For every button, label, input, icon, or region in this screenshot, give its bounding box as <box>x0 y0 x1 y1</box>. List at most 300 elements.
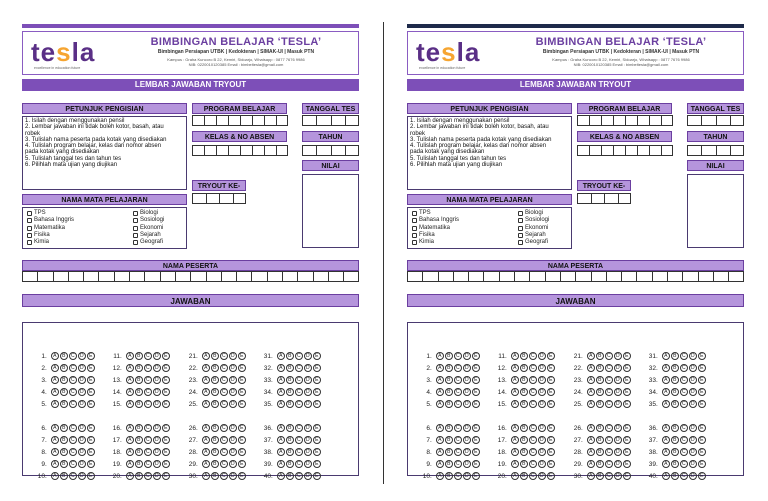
input-cell[interactable] <box>716 145 730 156</box>
answer-bubble[interactable]: A <box>511 352 519 360</box>
answer-bubble[interactable]: C <box>295 364 303 372</box>
answer-bubble[interactable]: A <box>436 472 444 480</box>
answer-bubble[interactable]: E <box>472 436 480 444</box>
answer-bubble[interactable]: B <box>211 460 219 468</box>
answer-bubble[interactable]: E <box>313 436 321 444</box>
answer-bubble[interactable]: A <box>662 364 670 372</box>
answer-bubble[interactable]: A <box>511 364 519 372</box>
answer-bubble[interactable]: D <box>78 352 86 360</box>
answer-bubble[interactable]: C <box>295 424 303 432</box>
input-cell[interactable] <box>728 271 743 282</box>
input-cell[interactable] <box>240 145 252 156</box>
input-cell[interactable] <box>606 271 621 282</box>
answer-bubble[interactable]: A <box>277 472 285 480</box>
answer-bubble[interactable]: D <box>463 400 471 408</box>
answer-bubble[interactable]: E <box>87 472 95 480</box>
answer-bubble[interactable]: B <box>445 424 453 432</box>
input-cell[interactable] <box>343 271 358 282</box>
answer-bubble[interactable]: D <box>78 436 86 444</box>
answer-bubble[interactable]: B <box>445 448 453 456</box>
answer-bubble[interactable]: B <box>211 364 219 372</box>
answer-bubble[interactable]: C <box>680 436 688 444</box>
answer-bubble[interactable]: A <box>51 448 59 456</box>
answer-bubble[interactable]: B <box>135 352 143 360</box>
checkbox-icon[interactable] <box>133 218 138 223</box>
input-cell[interactable] <box>192 193 206 204</box>
answer-bubble[interactable]: A <box>511 472 519 480</box>
answer-bubble[interactable]: D <box>463 376 471 384</box>
answer-bubble[interactable]: C <box>220 376 228 384</box>
answer-bubble[interactable]: E <box>162 424 170 432</box>
nama-peserta-cells[interactable] <box>407 271 744 282</box>
answer-bubble[interactable]: E <box>698 472 706 480</box>
answer-bubble[interactable]: A <box>436 352 444 360</box>
answer-bubble[interactable]: D <box>614 400 622 408</box>
input-cell[interactable] <box>698 271 713 282</box>
answer-bubble[interactable]: E <box>162 376 170 384</box>
answer-bubble[interactable]: E <box>313 364 321 372</box>
answer-bubble[interactable]: A <box>51 400 59 408</box>
input-cell[interactable] <box>267 271 282 282</box>
answer-bubble[interactable]: E <box>547 352 555 360</box>
answer-bubble[interactable]: E <box>313 472 321 480</box>
input-cell[interactable] <box>636 271 651 282</box>
checkbox-icon[interactable] <box>27 211 32 216</box>
answer-bubble[interactable]: B <box>286 436 294 444</box>
answer-bubble[interactable]: D <box>614 364 622 372</box>
input-cell[interactable] <box>601 115 613 126</box>
answer-bubble[interactable]: C <box>144 376 152 384</box>
checkbox-icon[interactable] <box>412 240 417 245</box>
answer-bubble[interactable]: B <box>135 388 143 396</box>
answer-bubble[interactable]: A <box>587 472 595 480</box>
answer-bubble[interactable]: C <box>295 400 303 408</box>
answer-bubble[interactable]: D <box>153 364 161 372</box>
answer-bubble[interactable]: A <box>662 436 670 444</box>
answer-bubble[interactable]: A <box>662 376 670 384</box>
answer-bubble[interactable]: E <box>87 376 95 384</box>
tanggal-tes-cells[interactable] <box>302 115 359 126</box>
answer-bubble[interactable]: C <box>529 460 537 468</box>
answer-bubble[interactable]: A <box>436 436 444 444</box>
answer-bubble[interactable]: B <box>60 400 68 408</box>
subject-option[interactable] <box>412 232 459 239</box>
subject-option[interactable] <box>518 239 549 246</box>
answer-bubble[interactable]: B <box>520 376 528 384</box>
answer-bubble[interactable]: C <box>295 460 303 468</box>
answer-bubble[interactable]: D <box>614 388 622 396</box>
subject-option[interactable] <box>518 210 549 217</box>
answer-bubble[interactable]: A <box>277 424 285 432</box>
answer-bubble[interactable]: A <box>202 436 210 444</box>
answer-bubble[interactable]: C <box>69 388 77 396</box>
answer-bubble[interactable]: C <box>220 472 228 480</box>
answer-bubble[interactable]: A <box>51 364 59 372</box>
answer-bubble[interactable]: C <box>680 448 688 456</box>
answer-bubble[interactable]: C <box>529 400 537 408</box>
tahun-cells[interactable] <box>302 145 359 156</box>
answer-bubble[interactable]: A <box>126 364 134 372</box>
tanggal-tes-cells[interactable] <box>687 115 744 126</box>
input-cell[interactable] <box>591 193 605 204</box>
answer-bubble[interactable]: E <box>238 460 246 468</box>
answer-bubble[interactable]: B <box>671 376 679 384</box>
answer-bubble[interactable]: B <box>286 424 294 432</box>
answer-bubble[interactable]: E <box>238 424 246 432</box>
input-cell[interactable] <box>302 115 316 126</box>
input-cell[interactable] <box>302 145 316 156</box>
checkbox-icon[interactable] <box>27 226 32 231</box>
input-cell[interactable] <box>649 115 661 126</box>
answer-bubble[interactable]: D <box>304 376 312 384</box>
answer-bubble[interactable]: A <box>277 388 285 396</box>
answer-bubble[interactable]: B <box>671 436 679 444</box>
answer-bubble[interactable]: D <box>614 352 622 360</box>
answer-bubble[interactable]: B <box>60 376 68 384</box>
answer-bubble[interactable]: C <box>69 400 77 408</box>
input-cell[interactable] <box>591 271 606 282</box>
answer-bubble[interactable]: D <box>538 364 546 372</box>
answer-bubble[interactable]: C <box>529 376 537 384</box>
answer-bubble[interactable]: E <box>238 472 246 480</box>
input-cell[interactable] <box>206 271 221 282</box>
subject-option[interactable] <box>133 210 164 217</box>
input-cell[interactable] <box>282 271 297 282</box>
answer-bubble[interactable]: D <box>538 448 546 456</box>
subject-option[interactable] <box>27 210 74 217</box>
answer-bubble[interactable]: B <box>596 472 604 480</box>
answer-bubble[interactable]: C <box>454 364 462 372</box>
checkbox-icon[interactable] <box>133 211 138 216</box>
answer-bubble[interactable]: B <box>445 400 453 408</box>
answer-bubble[interactable]: B <box>60 448 68 456</box>
answer-bubble[interactable]: A <box>277 376 285 384</box>
answer-bubble[interactable]: A <box>51 436 59 444</box>
answer-bubble[interactable]: B <box>596 436 604 444</box>
answer-bubble[interactable]: B <box>671 364 679 372</box>
input-cell[interactable] <box>22 271 37 282</box>
input-cell[interactable] <box>661 145 673 156</box>
checkbox-icon[interactable] <box>412 211 417 216</box>
checkbox-icon[interactable] <box>518 218 523 223</box>
answer-bubble[interactable]: C <box>220 448 228 456</box>
answer-bubble[interactable]: B <box>596 352 604 360</box>
answer-bubble[interactable]: E <box>472 400 480 408</box>
answer-bubble[interactable]: A <box>277 364 285 372</box>
answer-bubble[interactable]: C <box>529 448 537 456</box>
input-cell[interactable] <box>730 145 744 156</box>
answer-bubble[interactable]: A <box>587 436 595 444</box>
input-cell[interactable] <box>560 271 575 282</box>
answer-bubble[interactable]: B <box>445 460 453 468</box>
answer-bubble[interactable]: E <box>698 376 706 384</box>
tryout-ke-cells[interactable] <box>192 193 246 204</box>
answer-bubble[interactable]: A <box>662 424 670 432</box>
answer-bubble[interactable]: C <box>529 352 537 360</box>
subject-option[interactable] <box>518 232 549 239</box>
answer-bubble[interactable]: D <box>304 460 312 468</box>
answer-bubble[interactable]: D <box>463 448 471 456</box>
answer-bubble[interactable]: D <box>304 424 312 432</box>
answer-bubble[interactable]: E <box>313 388 321 396</box>
answer-bubble[interactable]: E <box>162 364 170 372</box>
answer-bubble[interactable]: E <box>623 448 631 456</box>
input-cell[interactable] <box>264 145 276 156</box>
input-cell[interactable] <box>730 115 744 126</box>
answer-bubble[interactable]: A <box>511 424 519 432</box>
answer-bubble[interactable]: B <box>671 400 679 408</box>
answer-bubble[interactable]: E <box>87 424 95 432</box>
input-cell[interactable] <box>545 271 560 282</box>
answer-bubble[interactable]: C <box>454 400 462 408</box>
input-cell[interactable] <box>514 271 529 282</box>
answer-bubble[interactable]: D <box>614 448 622 456</box>
input-cell[interactable] <box>219 193 233 204</box>
answer-bubble[interactable]: B <box>671 424 679 432</box>
answer-bubble[interactable]: D <box>463 460 471 468</box>
answer-bubble[interactable]: C <box>220 388 228 396</box>
input-cell[interactable] <box>276 145 288 156</box>
answer-bubble[interactable]: A <box>202 352 210 360</box>
answer-bubble[interactable]: E <box>238 436 246 444</box>
checkbox-icon[interactable] <box>27 218 32 223</box>
answer-bubble[interactable]: D <box>78 388 86 396</box>
answer-bubble[interactable]: D <box>153 436 161 444</box>
subject-option[interactable] <box>518 217 549 224</box>
input-cell[interactable] <box>577 115 589 126</box>
answer-bubble[interactable]: E <box>87 460 95 468</box>
answer-bubble[interactable]: C <box>144 364 152 372</box>
answer-bubble[interactable]: B <box>286 352 294 360</box>
answer-bubble[interactable]: D <box>614 460 622 468</box>
input-cell[interactable] <box>328 271 343 282</box>
answer-bubble[interactable]: E <box>547 388 555 396</box>
answer-bubble[interactable]: B <box>445 364 453 372</box>
input-cell[interactable] <box>575 271 590 282</box>
answer-bubble[interactable]: C <box>680 388 688 396</box>
answer-bubble[interactable]: C <box>680 352 688 360</box>
answer-bubble[interactable]: C <box>295 352 303 360</box>
answer-bubble[interactable]: E <box>547 376 555 384</box>
answer-bubble[interactable]: D <box>304 388 312 396</box>
answer-bubble[interactable]: B <box>211 388 219 396</box>
input-cell[interactable] <box>331 145 345 156</box>
answer-bubble[interactable]: B <box>520 364 528 372</box>
input-cell[interactable] <box>160 271 175 282</box>
answer-bubble[interactable]: B <box>596 460 604 468</box>
answer-bubble[interactable]: D <box>463 352 471 360</box>
answer-bubble[interactable]: A <box>277 448 285 456</box>
answer-bubble[interactable]: A <box>126 352 134 360</box>
answer-bubble[interactable]: D <box>304 436 312 444</box>
answer-bubble[interactable]: A <box>202 376 210 384</box>
subject-option[interactable] <box>27 225 74 232</box>
answer-bubble[interactable]: E <box>162 352 170 360</box>
subject-option[interactable] <box>133 239 164 246</box>
answer-bubble[interactable]: C <box>605 424 613 432</box>
input-cell[interactable] <box>499 271 514 282</box>
answer-bubble[interactable]: B <box>60 388 68 396</box>
answer-bubble[interactable]: D <box>153 388 161 396</box>
answer-bubble[interactable]: C <box>220 352 228 360</box>
input-cell[interactable] <box>316 145 330 156</box>
answer-bubble[interactable]: C <box>605 436 613 444</box>
answer-bubble[interactable]: A <box>662 352 670 360</box>
answer-bubble[interactable]: A <box>51 472 59 480</box>
answer-bubble[interactable]: B <box>60 364 68 372</box>
answer-bubble[interactable]: A <box>126 400 134 408</box>
input-cell[interactable] <box>129 271 144 282</box>
answer-bubble[interactable]: A <box>51 460 59 468</box>
answer-bubble[interactable]: D <box>304 364 312 372</box>
answer-bubble[interactable]: E <box>623 364 631 372</box>
answer-bubble[interactable]: C <box>295 448 303 456</box>
answer-bubble[interactable]: B <box>60 472 68 480</box>
input-cell[interactable] <box>144 271 159 282</box>
answer-bubble[interactable]: E <box>162 436 170 444</box>
answer-bubble[interactable]: B <box>135 376 143 384</box>
program-belajar-cells[interactable] <box>577 115 673 126</box>
answer-bubble[interactable]: A <box>587 460 595 468</box>
input-cell[interactable] <box>716 115 730 126</box>
answer-bubble[interactable]: E <box>162 400 170 408</box>
answer-bubble[interactable]: E <box>472 448 480 456</box>
answer-bubble[interactable]: D <box>78 460 86 468</box>
answer-bubble[interactable]: D <box>689 460 697 468</box>
answer-bubble[interactable]: B <box>286 364 294 372</box>
input-cell[interactable] <box>276 115 288 126</box>
answer-bubble[interactable]: E <box>698 436 706 444</box>
answer-bubble[interactable]: E <box>547 448 555 456</box>
subject-option[interactable] <box>133 232 164 239</box>
answer-bubble[interactable]: A <box>436 400 444 408</box>
answer-bubble[interactable]: C <box>454 436 462 444</box>
answer-bubble[interactable]: A <box>51 424 59 432</box>
input-cell[interactable] <box>701 145 715 156</box>
answer-bubble[interactable]: D <box>229 448 237 456</box>
answer-bubble[interactable]: E <box>623 400 631 408</box>
answer-bubble[interactable]: A <box>587 448 595 456</box>
answer-bubble[interactable]: A <box>436 364 444 372</box>
answer-bubble[interactable]: D <box>614 424 622 432</box>
answer-bubble[interactable]: B <box>286 448 294 456</box>
answer-bubble[interactable]: C <box>69 376 77 384</box>
input-cell[interactable] <box>589 115 601 126</box>
answer-bubble[interactable]: B <box>211 424 219 432</box>
input-cell[interactable] <box>313 271 328 282</box>
answer-bubble[interactable]: A <box>662 472 670 480</box>
checkbox-icon[interactable] <box>27 233 32 238</box>
answer-bubble[interactable]: C <box>680 460 688 468</box>
answer-bubble[interactable]: C <box>454 448 462 456</box>
answer-bubble[interactable]: B <box>135 436 143 444</box>
answer-bubble[interactable]: E <box>313 424 321 432</box>
answer-bubble[interactable]: A <box>51 376 59 384</box>
input-cell[interactable] <box>618 193 632 204</box>
answer-bubble[interactable]: A <box>126 388 134 396</box>
answer-bubble[interactable]: C <box>454 352 462 360</box>
answer-bubble[interactable]: D <box>229 436 237 444</box>
answer-bubble[interactable]: E <box>547 364 555 372</box>
input-cell[interactable] <box>529 271 544 282</box>
answer-bubble[interactable]: E <box>547 400 555 408</box>
input-cell[interactable] <box>649 145 661 156</box>
input-cell[interactable] <box>98 271 113 282</box>
answer-bubble[interactable]: E <box>472 472 480 480</box>
input-cell[interactable] <box>682 271 697 282</box>
answer-bubble[interactable]: A <box>51 352 59 360</box>
answer-bubble[interactable]: E <box>698 460 706 468</box>
input-cell[interactable] <box>713 271 728 282</box>
answer-bubble[interactable]: B <box>135 472 143 480</box>
answer-bubble[interactable]: B <box>60 424 68 432</box>
answer-bubble[interactable]: D <box>229 400 237 408</box>
answer-bubble[interactable]: D <box>153 352 161 360</box>
input-cell[interactable] <box>407 271 422 282</box>
answer-bubble[interactable]: C <box>454 460 462 468</box>
answer-bubble[interactable]: A <box>511 448 519 456</box>
answer-bubble[interactable]: A <box>126 472 134 480</box>
answer-bubble[interactable]: D <box>153 424 161 432</box>
answer-bubble[interactable]: C <box>295 376 303 384</box>
answer-bubble[interactable]: A <box>662 400 670 408</box>
subject-option[interactable] <box>27 217 74 224</box>
answer-bubble[interactable]: B <box>60 352 68 360</box>
answer-bubble[interactable]: C <box>220 400 228 408</box>
subject-option[interactable] <box>412 210 459 217</box>
kelas-absen-cells[interactable] <box>577 145 673 156</box>
input-cell[interactable] <box>240 115 252 126</box>
answer-bubble[interactable]: B <box>135 400 143 408</box>
input-cell[interactable] <box>190 271 205 282</box>
answer-bubble[interactable]: A <box>202 400 210 408</box>
answer-bubble[interactable]: E <box>87 436 95 444</box>
answer-bubble[interactable]: E <box>623 376 631 384</box>
input-cell[interactable] <box>701 115 715 126</box>
checkbox-icon[interactable] <box>133 240 138 245</box>
answer-bubble[interactable]: D <box>689 376 697 384</box>
answer-bubble[interactable]: D <box>78 364 86 372</box>
subject-option[interactable] <box>412 239 459 246</box>
answer-bubble[interactable]: B <box>211 400 219 408</box>
answer-bubble[interactable]: C <box>295 388 303 396</box>
answer-bubble[interactable]: D <box>689 448 697 456</box>
answer-bubble[interactable]: B <box>520 472 528 480</box>
nama-peserta-cells[interactable] <box>22 271 359 282</box>
answer-bubble[interactable]: D <box>229 352 237 360</box>
checkbox-icon[interactable] <box>412 226 417 231</box>
input-cell[interactable] <box>228 145 240 156</box>
subject-option[interactable] <box>133 217 164 224</box>
answer-bubble[interactable]: C <box>220 424 228 432</box>
answer-bubble[interactable]: C <box>144 388 152 396</box>
answer-bubble[interactable]: B <box>60 436 68 444</box>
subject-option[interactable] <box>27 239 74 246</box>
answer-bubble[interactable]: C <box>69 436 77 444</box>
input-cell[interactable] <box>483 271 498 282</box>
answer-bubble[interactable]: A <box>511 376 519 384</box>
answer-bubble[interactable]: B <box>286 376 294 384</box>
answer-bubble[interactable]: C <box>529 472 537 480</box>
answer-bubble[interactable]: D <box>153 460 161 468</box>
subject-option[interactable] <box>518 225 549 232</box>
answer-bubble[interactable]: A <box>587 388 595 396</box>
answer-bubble[interactable]: C <box>680 364 688 372</box>
answer-bubble[interactable]: D <box>538 352 546 360</box>
tryout-ke-cells[interactable] <box>577 193 631 204</box>
answer-bubble[interactable]: A <box>126 436 134 444</box>
nilai-box[interactable] <box>687 174 744 248</box>
